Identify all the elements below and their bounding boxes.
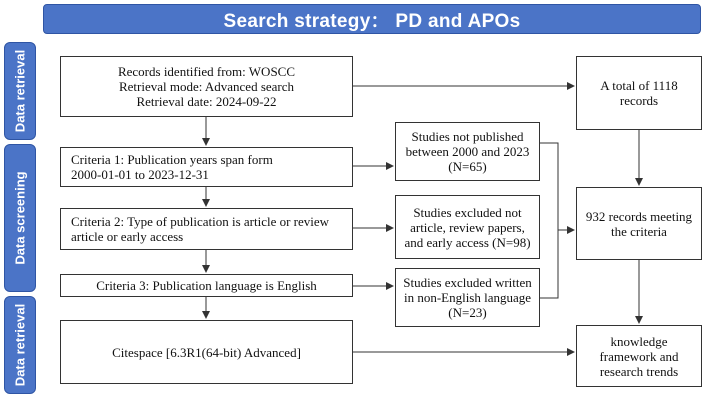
box-line: and early access (N=98) bbox=[404, 234, 531, 250]
box-line: 932 records meeting bbox=[585, 208, 693, 224]
excluded-years-box bbox=[395, 122, 540, 181]
box-line: Studies not published bbox=[411, 129, 524, 144]
box-line: Citespace [6.3R1(64-bit) Advanced] bbox=[112, 344, 301, 360]
box-line: article or early access bbox=[71, 229, 184, 244]
box-line: Retrieval date: 2024-09-22 bbox=[136, 94, 277, 109]
box-line: article, review papers, bbox=[410, 219, 525, 235]
box-line: records bbox=[619, 93, 659, 108]
box-line: framework and bbox=[599, 348, 679, 364]
section-label: Data retrieval bbox=[12, 303, 28, 387]
box-line: Studies excluded not bbox=[413, 204, 522, 220]
box-line: in non-English language bbox=[403, 290, 532, 305]
flowchart-title: Search strategy： PD and APOs bbox=[43, 4, 701, 34]
excluded-type-box bbox=[395, 195, 540, 259]
box-line: knowledge bbox=[610, 333, 668, 349]
box-line: Studies excluded written bbox=[403, 275, 532, 290]
box-line: (N=65) bbox=[448, 159, 487, 174]
records-identified-box bbox=[60, 56, 353, 117]
box-line: Retrieval mode: Advanced search bbox=[118, 79, 295, 94]
box-line: between 2000 and 2023 bbox=[405, 144, 530, 159]
box-line: research trends bbox=[599, 363, 679, 379]
section-label: Data retrieval bbox=[12, 49, 28, 133]
citespace-box bbox=[60, 320, 353, 384]
section-label: Data screening bbox=[12, 171, 28, 265]
bracket-excluded-to-meeting bbox=[540, 143, 558, 298]
box-line: Criteria 2: Type of publication is article or review bbox=[71, 214, 330, 229]
box-line: 2000-01-01 to 2023-12-31 bbox=[71, 167, 209, 182]
knowledge-framework-box bbox=[576, 325, 702, 387]
box-line: Criteria 1: Publication years span form bbox=[71, 152, 273, 167]
records-meeting-criteria-box bbox=[576, 187, 702, 260]
criteria-3-box bbox=[60, 274, 353, 297]
criteria-1-box bbox=[60, 147, 353, 187]
box-line: the criteria bbox=[611, 223, 667, 239]
box-line: A total of 1118 bbox=[600, 78, 678, 93]
box-line: (N=23) bbox=[448, 305, 487, 320]
criteria-2-box bbox=[60, 208, 353, 250]
box-line: Criteria 3: Publication language is English bbox=[96, 278, 317, 293]
total-records-box bbox=[576, 56, 702, 130]
box-line: Records identified from: WOSCC bbox=[117, 64, 296, 79]
excluded-language-box bbox=[395, 268, 540, 327]
